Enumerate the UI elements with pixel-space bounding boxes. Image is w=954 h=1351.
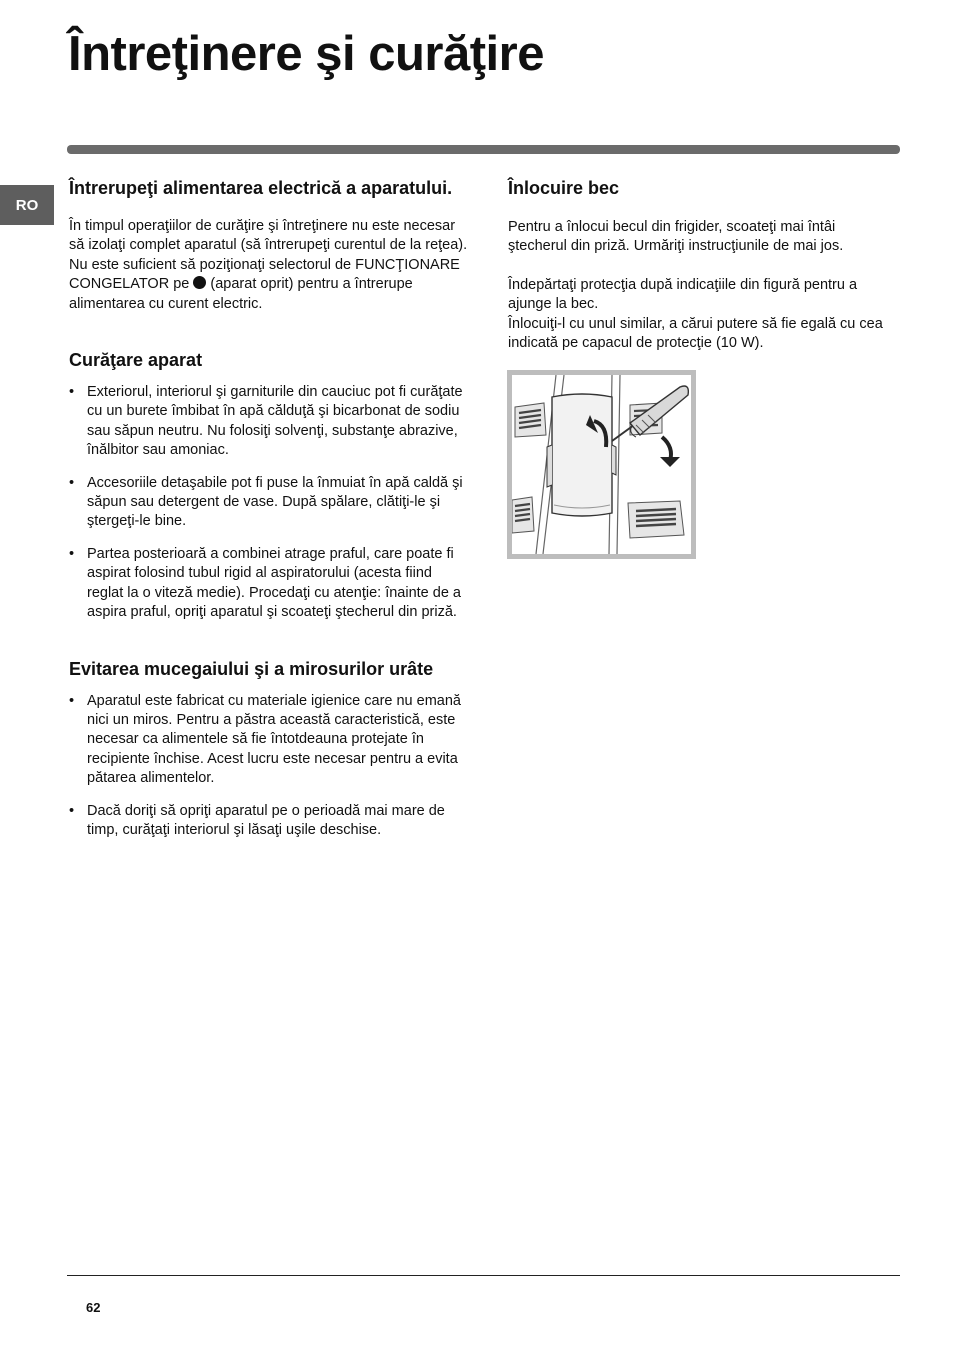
paragraph-selector: Nu este suficient să poziţionaţi selectorul de FUNCŢIONARE CONGELATOR pe (aparat oprit) pentru a întrerupe alimentarea cu curent electric. xyxy=(69,256,460,312)
vent-grille-icon xyxy=(628,501,684,538)
right-column xyxy=(508,178,898,353)
list-item: • Partea posterioară a combinei atrage praful, care poate fi aspirat folosind tubul rigid al aspiratorului (acesta fiind reglat la o viteză medie). Procedaţi cu atenţie: înainte de a aspira praful, opriţi aparatul şi scoateţi ştecherul din priză. xyxy=(69,545,469,623)
cleaning-list xyxy=(69,383,469,622)
list-item: • Aparatul este fabricat cu materiale igienice care nu emană nici un miros. Pentru a păstra această caracteristică, este necesar ca alimentele să fie întotdeauna protejate în recipiente închise. Acest lucru este necesar pentru a evita pătarea alimentelor. xyxy=(69,692,469,789)
section-mould xyxy=(69,659,469,841)
section-heading-power: Întrerupeţi alimentarea electrică a aparatului. xyxy=(69,178,453,198)
section-cleaning xyxy=(69,350,469,622)
section-power xyxy=(69,178,469,314)
paragraph-replace-bulb: Înlocuiţi-l cu unul similar, a cărui putere să fie egală cu cea indicată pe capacul de protecţie (10 W). xyxy=(508,315,883,352)
lamp-cover-removal-illustration xyxy=(507,370,696,559)
vent-grille-icon xyxy=(512,497,534,533)
section-heading-mould: Evitarea mucegaiului şi a mirosurilor urâte xyxy=(69,658,434,679)
title-divider xyxy=(67,145,900,154)
paragraph-remove-cover: Îndepărtaţi protecţia după indicaţiile din figură pentru a ajunge la bec. xyxy=(508,276,858,313)
section-heading-bulb: Înlocuire bec xyxy=(508,178,620,198)
page-number: 62 xyxy=(86,1300,101,1315)
vent-grille-icon xyxy=(515,403,546,437)
lamp-cover-icon xyxy=(547,394,616,516)
figure-drawing xyxy=(512,375,691,554)
paragraph-isolation: În timpul operaţiilor de curăţire şi întreţinere nu este necesar să izolaţi complet aparatul (să întrerupeţi curentul de la reţea). xyxy=(69,218,468,254)
language-tab: RO xyxy=(0,185,54,225)
filled-circle-icon xyxy=(193,276,206,289)
list-item: • Exteriorul, interiorul şi garniturile din cauciuc pot fi curăţate cu un burete îmbibat în apă călduţă şi bicarbonat de sodiu sau săpun neutru. Nu folosiţi solvenţi, substanţe abrazive, înălbitor sau amoniac. xyxy=(69,383,469,461)
footer-divider xyxy=(67,1275,900,1276)
list-item: • Dacă doriţi să opriţi aparatul pe o perioadă mai mare de timp, curăţaţi interiorul şi lăsaţi uşile deschise. xyxy=(69,802,469,841)
mould-list xyxy=(69,692,469,841)
section-heading-cleaning: Curăţare aparat xyxy=(69,350,203,371)
left-column xyxy=(69,178,469,840)
page-title: Întreţinere şi curăţire xyxy=(68,27,544,81)
paragraph-unplug: Pentru a înlocui becul din frigider, scoateţi mai întâi ştecherul din priză. Urmăriţi instrucţiunile de mai jos. xyxy=(508,219,844,255)
list-item: • Accesoriile detaşabile pot fi puse la înmuiat în apă caldă şi săpun sau detergent de vase. După spălare, clătiţi-le şi ştergeţi-le bine. xyxy=(69,474,469,532)
